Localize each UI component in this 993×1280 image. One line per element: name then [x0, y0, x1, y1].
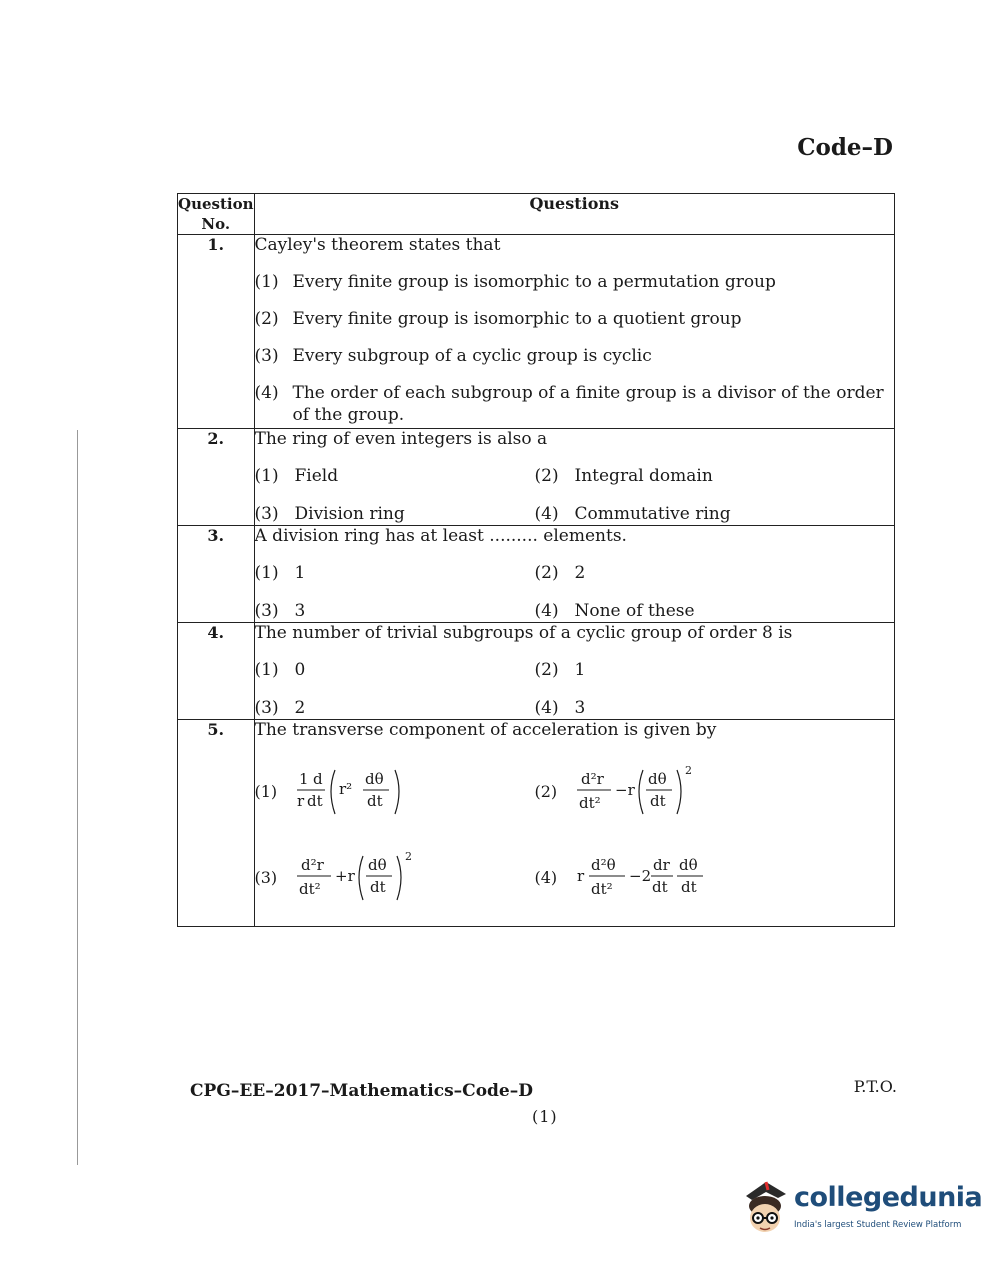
question-number: 4.	[178, 623, 255, 720]
option-number: (4)	[534, 504, 559, 524]
formula-3	[295, 848, 455, 906]
questions-header: Questions	[254, 194, 895, 235]
exponent-2: 2	[684, 764, 692, 777]
option-number: (3)	[254, 698, 279, 718]
num-d2r: d²r	[580, 770, 604, 788]
num-dtheta: dθ	[364, 770, 384, 788]
question-row	[178, 526, 895, 623]
num-one: 1	[298, 770, 309, 788]
option-number: (1)	[254, 660, 279, 680]
question-row	[178, 235, 895, 429]
option-text: The order of each subgroup of a finite group is a divisor of the order of the group.	[292, 383, 884, 425]
option-number: (1)	[254, 272, 279, 292]
left-paren	[639, 770, 643, 814]
options-grid	[255, 659, 895, 719]
option-number: (4)	[534, 867, 558, 887]
option-number: (4)	[534, 698, 559, 718]
num-d2r: d²r	[300, 856, 324, 874]
option-text: 1	[294, 563, 306, 583]
formula-2	[575, 762, 735, 820]
option-text: Field	[294, 466, 339, 486]
question-number: 3.	[178, 526, 255, 623]
options-grid	[255, 465, 895, 525]
right-paren	[397, 856, 401, 900]
option-text: Division ring	[294, 504, 405, 524]
option	[535, 465, 895, 487]
option-text: 2	[574, 563, 586, 583]
minus-r: −r	[614, 781, 635, 799]
question-row	[178, 720, 895, 927]
num-d2theta: d²θ	[590, 856, 616, 874]
option	[255, 562, 535, 584]
table-header-row	[178, 194, 895, 235]
left-paren	[359, 856, 363, 900]
left-paren	[331, 770, 335, 814]
question-number: 1.	[178, 235, 255, 429]
option	[255, 382, 895, 426]
page-number: (1)	[532, 1107, 558, 1126]
factor-r: r	[576, 867, 584, 885]
option	[255, 465, 535, 487]
num-dtheta: dθ	[678, 856, 698, 874]
option-number: (3)	[254, 601, 279, 621]
den-dt2: dt²	[578, 794, 601, 812]
option-number: (2)	[254, 309, 279, 329]
question-row	[178, 429, 895, 526]
question-no-header-text: Question No.	[178, 195, 254, 233]
option-text: 2	[294, 698, 306, 718]
option-number: (2)	[534, 781, 558, 801]
option-text: 1	[574, 660, 586, 680]
option-text: 0	[294, 660, 306, 680]
logo-wordmark: collegedunia	[794, 1182, 983, 1213]
question-table	[177, 193, 895, 927]
option-number: (2)	[534, 466, 559, 486]
option-text: Every finite group is isomorphic to a permutation group	[292, 272, 776, 292]
option	[255, 503, 535, 525]
question-no-header	[178, 194, 255, 235]
option-number: (3)	[254, 346, 279, 366]
option	[255, 659, 535, 681]
question-number: 2.	[178, 429, 255, 526]
den-dt: dt	[651, 878, 668, 896]
option	[535, 848, 895, 906]
option	[535, 697, 895, 719]
question-body	[254, 235, 895, 429]
option	[535, 503, 895, 525]
option	[255, 697, 535, 719]
den-dt2: dt²	[590, 880, 613, 898]
paper-footer-code: CPG–EE–2017–Mathematics–Code–D	[190, 1081, 533, 1101]
option-number: (2)	[534, 660, 559, 680]
question-stem: A division ring has at least ......... elements.	[254, 526, 627, 546]
option-number: (1)	[254, 466, 279, 486]
question-stem: The number of trivial subgroups of a cyclic group of order 8 is	[254, 623, 793, 643]
den-r: r	[296, 792, 304, 810]
option-text: Every subgroup of a cyclic group is cyclic	[292, 346, 652, 366]
logo-tagline: India's largest Student Review Platform	[794, 1220, 962, 1230]
den-dt: dt	[680, 878, 697, 896]
question-body	[254, 429, 895, 526]
option-number: (4)	[254, 383, 279, 403]
option-number: (3)	[254, 504, 279, 524]
option-number: (2)	[534, 563, 559, 583]
num-dtheta: dθ	[647, 770, 667, 788]
option	[535, 762, 895, 820]
den-dt: dt	[649, 792, 666, 810]
option	[255, 762, 535, 820]
right-paren	[677, 770, 681, 814]
exponent-2: 2	[404, 850, 412, 863]
option-text: Commutative ring	[574, 504, 731, 524]
option-number: (3)	[254, 867, 278, 887]
den-dt: dt	[306, 792, 323, 810]
mascot-icon	[738, 1176, 792, 1240]
paper-code: Code–D	[797, 134, 893, 161]
option	[255, 600, 535, 622]
num-dtheta: dθ	[367, 856, 387, 874]
question-number: 5.	[178, 720, 255, 927]
right-paren	[395, 770, 399, 814]
den-dt2: dt²	[298, 880, 321, 898]
option	[255, 271, 895, 293]
den-dt: dt	[369, 878, 386, 896]
formula-1	[295, 762, 425, 820]
formula-4	[575, 848, 745, 906]
option	[535, 600, 895, 622]
option	[535, 659, 895, 681]
options-grid	[255, 562, 895, 622]
minus-2: −2	[628, 867, 651, 885]
option-number: (4)	[534, 601, 559, 621]
question-body	[254, 720, 895, 927]
question-body	[254, 526, 895, 623]
scan-edge-line	[77, 430, 78, 1165]
option-number: (1)	[254, 781, 278, 801]
option	[535, 562, 895, 584]
pto-label: P.T.O.	[853, 1077, 897, 1096]
num-d: d	[312, 770, 323, 788]
question-stem: The ring of even integers is also a	[254, 429, 548, 449]
plus-r: +r	[334, 867, 355, 885]
option-number: (1)	[254, 563, 279, 583]
num-dr: dr	[652, 856, 670, 874]
option	[255, 345, 895, 367]
den-dt: dt	[366, 792, 383, 810]
option	[255, 308, 895, 330]
option-text: Every finite group is isomorphic to a quotient group	[292, 309, 742, 329]
question-stem: The transverse component of acceleration is given by	[254, 720, 717, 740]
option-text: 3	[294, 601, 306, 621]
option-text: Integral domain	[574, 466, 713, 486]
option-text: None of these	[574, 601, 695, 621]
question-body	[254, 623, 895, 720]
option-text: 3	[574, 698, 586, 718]
question-stem: Cayley's theorem states that	[254, 235, 501, 255]
r-squared: r²	[338, 780, 352, 798]
question-row	[178, 623, 895, 720]
formula-options-grid	[255, 762, 895, 906]
option	[255, 848, 535, 906]
collegedunia-logo[interactable]	[738, 1176, 983, 1242]
